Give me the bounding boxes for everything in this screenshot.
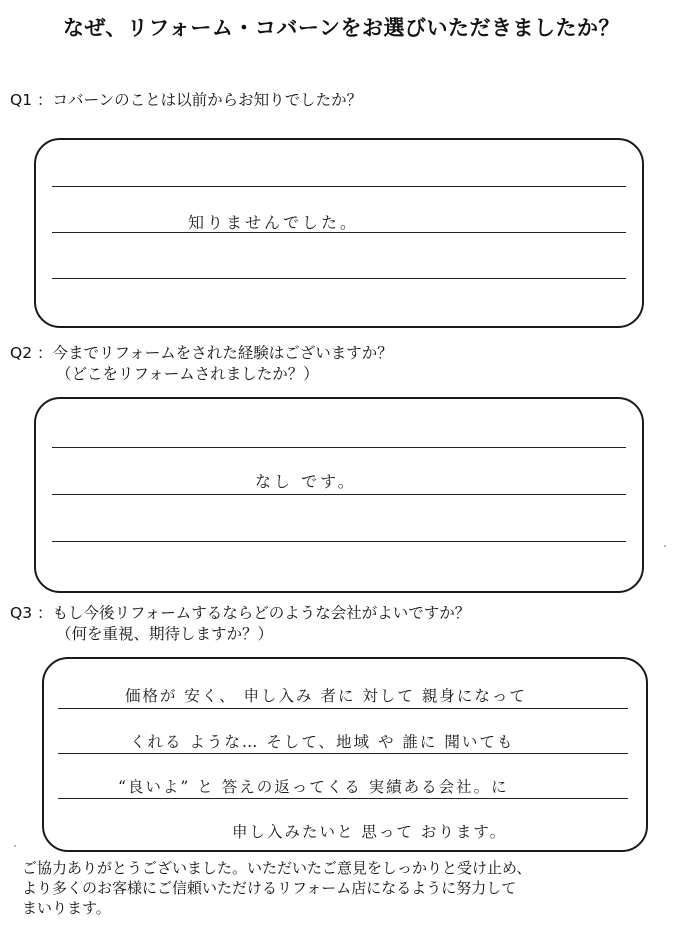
footer-line-1: ご協力ありがとうございました。いただいたご意見をしっかりと受け止め、 bbox=[22, 859, 532, 877]
question-1-text: Q1 ：コバーンのことは以前からお知りでしたか？ bbox=[10, 91, 363, 109]
answer-line bbox=[58, 798, 628, 799]
answer-line bbox=[58, 753, 628, 754]
answer-line bbox=[52, 541, 626, 542]
answer-2-text: なし です。 bbox=[255, 472, 357, 491]
answer-1-text: 知りませんでした。 bbox=[188, 213, 360, 232]
scan-speck bbox=[664, 545, 666, 547]
answer-line bbox=[52, 447, 626, 448]
answer-3-line-2: くれる ような… そして、地域 や 誰に 聞いても bbox=[130, 733, 515, 751]
question-2 bbox=[10, 343, 393, 385]
answer-3-line-3: “良いよ” と 答えの返ってくる 実績ある会社。に bbox=[118, 778, 509, 796]
answer-line bbox=[52, 494, 626, 495]
question-1 bbox=[10, 90, 362, 111]
scan-speck bbox=[14, 845, 16, 847]
answer-line bbox=[52, 186, 626, 187]
answer-box-2 bbox=[34, 397, 644, 593]
answer-3-line-1: 価格が 安く、 申し入み 者に 対して 親身になって bbox=[125, 687, 527, 705]
answer-box-1 bbox=[34, 138, 644, 328]
footer-message bbox=[22, 858, 531, 918]
question-3 bbox=[10, 603, 470, 645]
footer-line-2: より多くのお客様にご信頼いただけるリフォーム店になるように努力して bbox=[22, 879, 517, 897]
footer-line-3: まいります。 bbox=[22, 899, 111, 917]
question-2-text: Q2 ：今までリフォームをされた経験はございますか？ bbox=[10, 344, 393, 362]
question-2-subtext: （どこをリフォームされましたか？） bbox=[56, 365, 319, 383]
page-title: なぜ、リフォーム・コバーンをお選びいただきましたか？ bbox=[63, 16, 620, 40]
answer-line bbox=[52, 278, 626, 279]
answer-3-line-4: 申し入みたいと 思って おります。 bbox=[232, 823, 508, 841]
question-3-text: Q3 ：もし今後リフォームするならどのような会社がよいですか？ bbox=[10, 604, 471, 622]
question-3-subtext: （何を重視、期待しますか？） bbox=[56, 625, 274, 643]
answer-line bbox=[58, 708, 628, 709]
